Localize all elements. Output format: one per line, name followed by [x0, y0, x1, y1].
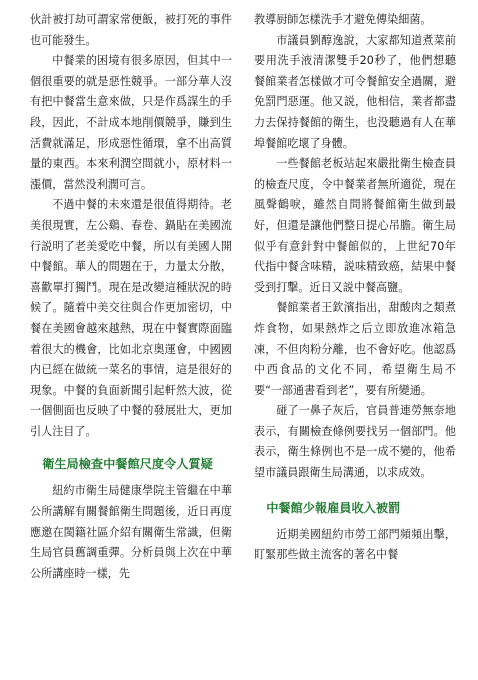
left-column: [30, 10, 232, 680]
paragraph: 教導厨師怎樣洗手才避免傳染細菌。: [254, 13, 432, 26]
paragraph: 近期美國紐約市勞工部門頻頻出擊，盯緊那些做主流客的著名中餐: [254, 527, 456, 562]
section-heading: 衛生局檢查中餐館尺度令人質疑: [42, 457, 213, 472]
paragraph: 紐約市衛生局健康學院主管繼在中華公所講解有關餐館衛生問題後，近日再度應邀在閩籍社區介紹有關衛生常識，但衛生局官員舊調重彈。分析員與上次在中華公所講座時一樣，先: [30, 484, 232, 580]
paragraph: 伙計被打劫可謂家常便飯，被打死的事件也可能發生。: [30, 13, 232, 47]
right-column: [254, 10, 456, 680]
paragraph: 碰了一鼻子灰后，官員普連勞無奈地表示，有關檢查條例要找另一個部門。他表示，衛生條例也不是一成不變的，他希望市議員跟衛生局溝通，以求成效。: [254, 404, 456, 480]
paragraph: 市議員劉醇逸說，大家都知道煮菜前要用洗手液清潔雙手20秒了，他們想聽餐館業者怎樣做才可令餐館安全過關，避免罰門惡運。他又説，他相信，業者都盡力去保持餐館的衛生，也没聽過有人在華埠餐館吃壞了身體。: [254, 33, 456, 150]
section-heading: 中餐館少報雇員收入被罰: [266, 500, 401, 515]
paragraph: 餐館業者王欽濱指出，甜酸肉之類煮炸食物，如果熱炸之后立即放進冰箱急凍，不但肉粉分離，也不會好吃。他認爲中西食品的文化不同，希望衛生局不要“一部通書看到老”，要有所變通。: [254, 301, 456, 397]
paragraph: 中餐業的困境有很多原因，但其中一個很重要的就是惡性競爭。一部分華人沒有把中餐當生意來做，只是作爲謀生的手段，因此，不計成本地削價競爭，賺到生活費就滿足，形成惡性循環，拿不出高質量的東西。本來利潤空間就小，原材料一漲價，當然没利潤可言。: [30, 54, 232, 191]
paragraph: 一些餐館老板站起來嚴批衛生檢查員的檢查尺度，令中餐業者無所適從，現在風聲鶴唳，雖然自問將餐館衛生做到最好，但還是讓他們整日提心吊膽。衛生局似乎有意針對中餐館似的，上世紀70年代指中餐含味精，説味精致癌，結果中餐受到打擊。近日又説中餐高鹽。: [254, 157, 456, 294]
paragraph: 不過中餐的未來還是很值得期待。老美很現實，左公鷄、春卷、鍋貼在美國流行説明了老美愛吃中餐，所以有美國人開中餐館。華人的問題在于，力量太分散，喜歡單打獨鬥。現在是改變這種狀況的時候了。隨着中美交往與合作更加密切，中餐在美國會越來越熱，現在中餐實際面臨着很大的機會，比如北京奥運會，中國國内已經在做統一菜名的事情，這是很好的現象。中餐的負面新聞引起軒然大波，從一個側面也反映了中餐的發展壯大，更加引人注目了。: [30, 198, 232, 438]
